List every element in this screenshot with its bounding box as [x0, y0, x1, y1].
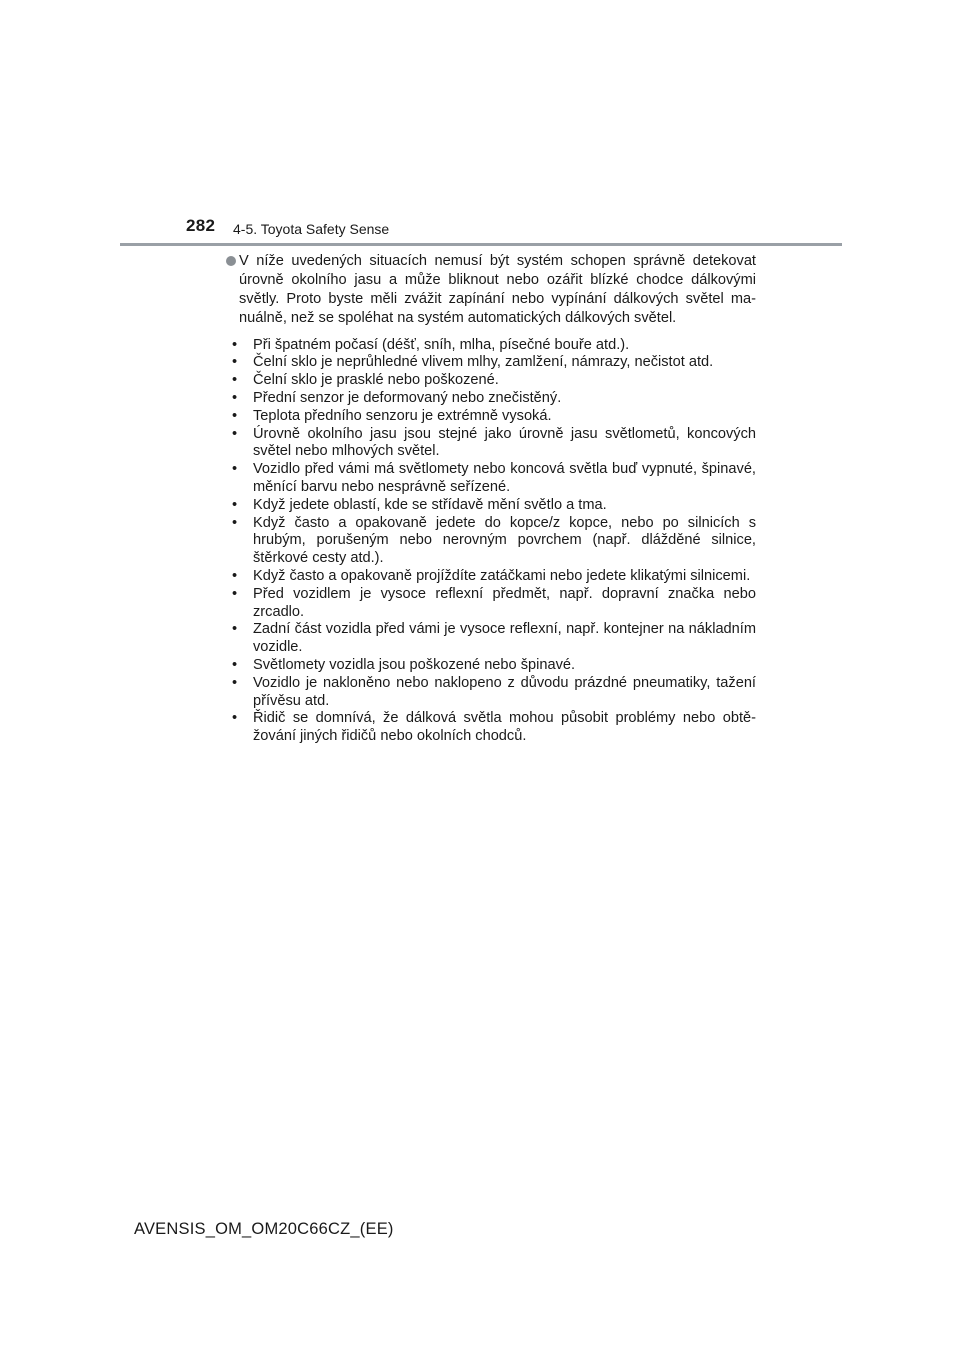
content-area: [226, 252, 756, 746]
list-item: [232, 372, 756, 390]
list-item: [232, 568, 756, 586]
bullet-dot-icon: •: [232, 425, 238, 442]
list-item: [232, 337, 756, 355]
bullet-dot-icon: •: [232, 621, 238, 638]
document-id: AVENSIS_OM_OM20C66CZ_(EE): [134, 1220, 394, 1238]
list-item: [232, 621, 756, 657]
list-item: [232, 497, 756, 515]
list-item: [232, 657, 756, 675]
list-item: [232, 461, 756, 497]
bullet-dot-icon: •: [232, 372, 238, 389]
list-item-text: Vozidlo je nakloněno nebo naklopeno z důvodu prázdné pneumatiky, tažení přívěsu atd.: [253, 674, 756, 709]
bullet-dot-icon: •: [232, 514, 238, 531]
list-item: [232, 586, 756, 622]
bullet-dot-icon: •: [232, 354, 238, 371]
list-item-text: Přední senzor je deformovaný nebo znečistěný.: [253, 390, 562, 407]
list-item-text: Čelní sklo je prasklé nebo poškozené.: [253, 372, 499, 389]
list-item: [232, 675, 756, 711]
page-number: 282: [186, 216, 216, 235]
header-divider: [120, 243, 842, 246]
list-item: [232, 426, 756, 462]
intro-text: V níže uvedených situacích nemusí být systém schopen správně detekovat úrovně okolního jasu a může bliknout nebo ozářit blízké chodce dálkovými světly. Proto byste měli zvážit zapínání nebo vypínání dálkových světel manuálně, než se spoléhat na systém automatických dálkových světel.: [239, 253, 756, 326]
intro-paragraph: [226, 252, 756, 328]
list-item: [232, 710, 756, 746]
list-item-text: Před vozidlem je vysoce reflexní předmět, např. dopravní značka nebo zrcadlo.: [253, 585, 756, 620]
list-item-text: Když jedete oblastí, kde se střídavě mění světlo a tma.: [253, 496, 607, 513]
bullet-dot-icon: •: [232, 710, 238, 727]
list-item-text: Při špatném počasí (déšť, sníh, mlha, písečné bouře atd.).: [253, 336, 630, 353]
list-item-text: Teplota předního senzoru je extrémně vysoká.: [253, 407, 552, 424]
list-item-text: Zadní část vozidla před vámi je vysoce reflexní, např. kontejner na nákladním vozidle.: [253, 621, 756, 656]
list-item-text: Když často a opakovaně projíždíte zatáčkami nebo jedete klikatými silnicemi.: [253, 567, 751, 584]
list-item-text: Řidič se domnívá, že dálková světla mohou působit problémy nebo obtěžování jiných řidičů nebo okolních chodců.: [253, 710, 756, 745]
bullet-dot-icon: •: [232, 585, 238, 602]
bullet-dot-icon: •: [232, 567, 238, 584]
list-item-text: Vozidlo před vámi má světlomety nebo koncová světla buď vypnuté, špinavé, měnící barvu nebo nesprávně seřízené.: [253, 461, 756, 495]
list-item-text: Když často a opakovaně jedete do kopce/z kopce, nebo po silnicích s hrubým, porušeným nebo nerovným povrchem (např. dlážděné silnice, štěrkové cesty atd.).: [253, 514, 756, 567]
bullet-dot-icon: •: [232, 656, 238, 673]
list-item: [232, 390, 756, 408]
list-item: [232, 515, 756, 568]
list-item-text: Světlomety vozidla jsou poškozené nebo špinavé.: [253, 656, 576, 673]
conditions-list: [226, 337, 756, 746]
list-item: [232, 408, 756, 426]
list-item-text: Čelní sklo je neprůhledné vlivem mlhy, zamlžení, námrazy, nečistot atd.: [253, 354, 714, 371]
circle-bullet-icon: [226, 256, 236, 266]
bullet-dot-icon: •: [232, 496, 238, 513]
bullet-dot-icon: •: [232, 407, 238, 424]
section-title: 4-5. Toyota Safety Sense: [233, 221, 390, 237]
list-item: [232, 354, 756, 372]
bullet-dot-icon: •: [232, 461, 238, 478]
list-item-text: Úrovně okolního jasu jsou stejné jako úrovně jasu světlometů, koncových světel nebo mlhových světel.: [253, 425, 756, 460]
bullet-dot-icon: •: [232, 390, 238, 407]
bullet-dot-icon: •: [232, 336, 238, 353]
bullet-dot-icon: •: [232, 674, 238, 691]
